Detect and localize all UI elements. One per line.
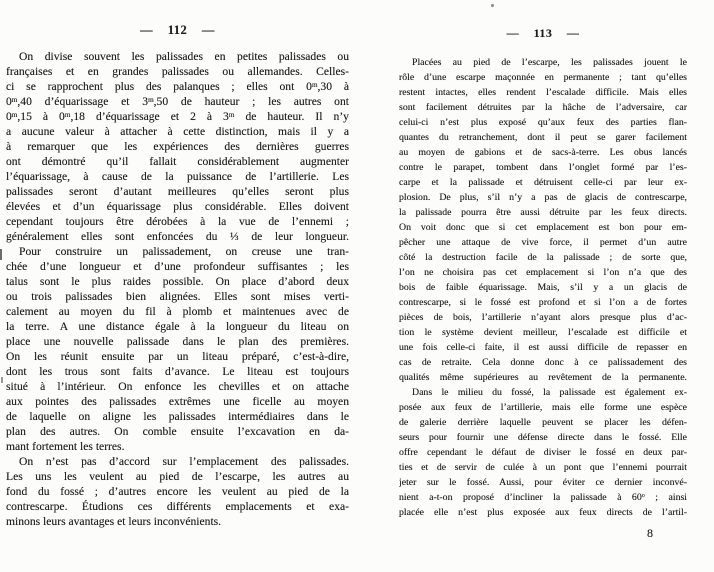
- text-line: Les uns les veulent au pied de l’escarpe, les autres au: [6, 470, 349, 483]
- text-line: élevées et d’un équarissage plus considérable. Elles doivent: [6, 200, 349, 213]
- text-line: au moyen de gabions et de sacs-à-terre. Les obus lancés: [399, 147, 687, 158]
- text-line: pêcher une attaque de vive force, il permet d’un autre: [399, 237, 687, 248]
- text-line: plan des autres. On comble ensuite l’excavation en da-: [6, 425, 349, 438]
- text-line: nient a-t-on proposé d’incliner la palissade à 60$^o$ ; ainsi: [399, 492, 687, 503]
- text-column: [399, 55, 687, 520]
- text-line: 0$^m$,40 d’équarissage et 3$^m$,50 de hauteur ; les autres ont: [6, 95, 349, 108]
- text-line: bois de faible équarissage. Mais, s’il y a un glacis de: [399, 282, 687, 293]
- text-line: contrescarpe. Étudions ces différents emplacements et exa-: [6, 500, 349, 513]
- text-line: fond du fossé ; d’autres encore les veulent au pied de la: [6, 485, 349, 498]
- text-line: offre cependant le défaut de diviser le fossé en deux par-: [399, 447, 687, 458]
- scan-speck: [1, 377, 3, 383]
- text-line: posée aux feux de l’artillerie, mais elle forme une espèce: [399, 402, 687, 413]
- text-line: contrescarpe, si le fossé est profond et si l’on a de fortes: [399, 297, 687, 308]
- text-line: calement au moyen du fil à plomb et maintenues avec de: [6, 305, 349, 318]
- text-line: l’équarissage, à cause de la puissance de l’artillerie. Les: [6, 170, 349, 183]
- page-112: [6, 0, 349, 572]
- text-line: ties et de servir de culée à un pont que l’ennemi pourrait: [399, 462, 687, 473]
- text-line: chée d’une longueur et d’une profondeur suffisantes ; les: [6, 260, 349, 273]
- text-line: Placées au pied de l’escarpe, les palissades jouent le: [412, 57, 687, 68]
- text-line: Dans le milieu du fossé, la palissade est également ex-: [412, 387, 687, 398]
- text-line: cas de retraite. Cela donne donc à ce palissadement des: [399, 357, 687, 368]
- text-line: de galerie derrière laquelle peuvent se placer les défen-: [399, 417, 687, 428]
- page-113: [399, 0, 687, 572]
- text-line: place une nouvelle palissade dans le plan des premières.: [6, 335, 349, 348]
- text-line: généralement elles sont enfoncées du ⅓ de leur longueur.: [6, 230, 349, 243]
- scan-speck: [0, 249, 2, 260]
- text-line: cependant toujours être dérobées à la vue de l’ennemi ;: [6, 215, 349, 228]
- text-line: seurs pour fournir une défense directe dans le fossé. Elle: [399, 432, 687, 443]
- text-line: minons leurs avantages et leurs inconvénients.: [6, 515, 222, 528]
- text-line: ou trois palissades bien alignées. Elles sont mises verti-: [6, 290, 349, 303]
- text-line: contre le parapet, tombent dans l’onglet formé par l’es-: [399, 162, 687, 173]
- scan-speck: [491, 4, 494, 7]
- text-line: côté la destruction facile de la palissade ; de sorte que,: [399, 252, 687, 263]
- text-line: l’on ne choisira pas cet emplacement si l’on n’a que des: [399, 267, 687, 278]
- text-line: On divise souvent les palissades en petites palissades ou: [19, 50, 349, 63]
- text-line: aux pointes des palissades extrêmes une ficelle au moyen: [6, 395, 349, 408]
- text-line: dont les trous sont faits d’avance. Le liteau est toujours: [6, 365, 349, 378]
- text-line: la terre. A une distance égale à la longueur du liteau on: [6, 320, 349, 333]
- text-line: une fois celle-ci faite, il est aussi difficile de repasser en: [399, 342, 687, 353]
- text-line: palissades seront d’autant meilleures qu’elles seront plus: [6, 185, 349, 198]
- text-line: rôle d’une escarpe maçonnée en permanente ; tant qu’elles: [399, 72, 687, 83]
- text-line: situé à l’intérieur. On enfonce les chevilles et on attache: [6, 380, 349, 393]
- text-line: celui-ci n’est plus exposé qu’aux feux des parties flan-: [399, 117, 687, 128]
- text-line: de laquelle on aligne les palissades intermédiaires dans le: [6, 410, 349, 423]
- text-line: On voit donc que si cet emplacement est bon pour em-: [399, 222, 687, 233]
- text-line: carpe et la palissade et détruisent celle-ci par leur ex-: [399, 177, 687, 188]
- text-line: quantes du retranchement, dont il peut se garer facilement: [399, 132, 687, 143]
- text-line: tion le système devient meilleur, l’escalade est difficile et: [399, 327, 687, 338]
- page-number-header: — 112 —: [140, 23, 215, 37]
- text-line: la palissade pourra être aussi détruite par les feux directs.: [399, 207, 687, 218]
- page-number-header: — 113 —: [506, 26, 580, 40]
- text-line: jeter sur le fossé. Aussi, pour éviter ce dernier inconvé-: [399, 477, 687, 488]
- text-line: ci se rapprochent plus des palanques ; elles ont 0$^m$,30 à: [6, 80, 349, 93]
- text-line: françaises et en grandes palissades ou allemandes. Celles-: [6, 65, 349, 78]
- text-line: Pour construire un palissadement, on creuse une tran-: [19, 245, 349, 258]
- text-line: sont facilement détruites par la hâche de l’adversaire, car: [399, 102, 687, 113]
- text-column: [6, 49, 349, 529]
- text-line: placée elle n’est plus exposée aux feux directs de l’artil-: [399, 507, 687, 518]
- text-line: mant fortement les terres.: [6, 440, 125, 453]
- text-line: restent intactes, elles rendent l’escalade difficile. Mais elles: [399, 87, 687, 98]
- text-line: a aucune valeur à attacher à cette distinction, mais il y a: [6, 125, 349, 138]
- text-line: ont démontré qu’il fallait considérablement augmenter: [6, 155, 349, 168]
- text-line: On n’est pas d’accord sur l’emplacement des palissades.: [19, 455, 349, 468]
- text-line: talus sont le plus raides possible. On place d’abord deux: [6, 275, 349, 288]
- text-line: plosion. De plus, s’il n’y a pas de glacis de contrescarpe,: [399, 192, 687, 203]
- text-line: à remarquer que les expériences des dernières guerres: [6, 140, 349, 153]
- text-line: 0$^m$,15 à 0$^m$,18 d’équarissage et 2 à 3$^m$ de hauteur. Il n’y: [6, 110, 349, 123]
- text-line: pièces de bois, l’artillerie n’ayant alors presque plus d’ac-: [399, 312, 687, 323]
- text-line: On les réunit ensuite par un liteau préparé, c’est-à-dire,: [6, 350, 349, 363]
- text-line: qualités même supérieures au revêtement de la permanente.: [399, 372, 687, 383]
- signature-mark: 8: [647, 526, 653, 540]
